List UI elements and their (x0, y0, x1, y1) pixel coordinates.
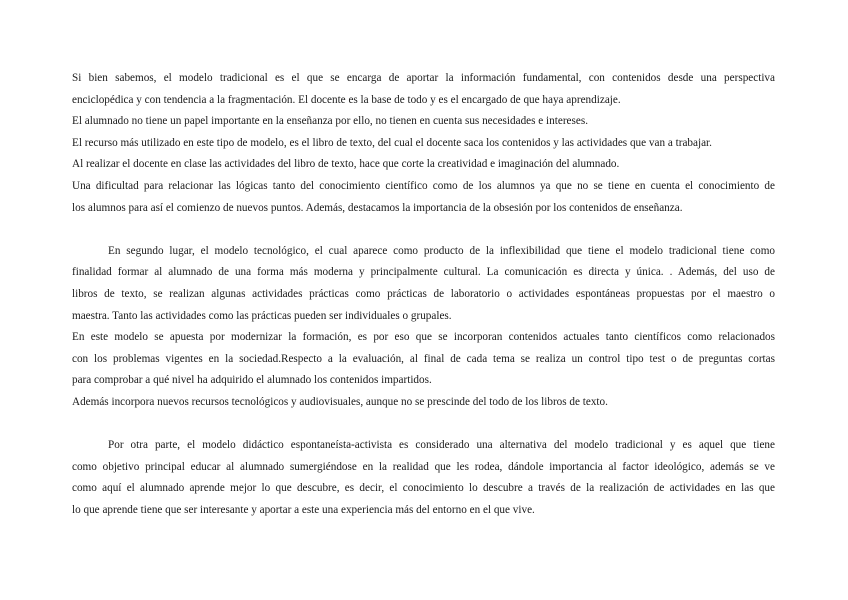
text-line: Por otra parte, el modelo didáctico espontaneísta-activista es considerado una alternativa del modelo tradicional y es aquel que tiene (108, 439, 775, 452)
text-line: Una dificultad para relacionar las lógicas tanto del conocimiento científico como de los alumnos ya que no se tiene en cuenta el conocimiento de (72, 179, 775, 192)
text-line: como aquí el alumnado aprende mejor lo que descubre, es decir, el conocimiento lo descubre a través de la realización de actividades en las que (72, 482, 775, 495)
text-line: Al realizar el docente en clase las actividades del libro de texto, hace que corte la creatividad e imaginación del alumnado. (72, 158, 620, 171)
paragraph-technological-model (72, 241, 775, 414)
text-line: En segundo lugar, el modelo tecnológico, el cual aparece como producto de la inflexibilidad que tiene el modelo tradicional tiene como (108, 244, 775, 257)
text-line: para comprobar a qué nivel ha adquirido el alumnado los contenidos impartidos. (72, 374, 432, 387)
text-line: como objetivo principal educar al alumnado sumergiéndose en la realidad que les rodea, dándole importancia al factor ideológico, además se ve (72, 460, 775, 473)
text-line: libros de texto, se realizan algunas actividades prácticas como prácticas de laboratorio o actividades espontáneas propuestas por el maestro o (72, 287, 775, 300)
text-line: maestra. Tanto las actividades como las prácticas pueden ser individuales o grupales. (72, 309, 452, 322)
document-page (72, 68, 775, 521)
paragraph-traditional-model (72, 68, 775, 219)
text-line: lo que aprende tiene que ser interesante y aportar a este una experiencia más del entorno en el que vive. (72, 503, 535, 516)
text-line: En este modelo se apuesta por modernizar la formación, es por eso que se incorporan contenidos actuales tanto científicos como relacionados (72, 331, 775, 344)
text-line: Además incorpora nuevos recursos tecnológicos y audiovisuales, aunque no se prescinde del todo de los libros de texto. (72, 395, 608, 408)
text-line: El alumnado no tiene un papel importante en la enseñanza por ello, no tienen en cuenta sus necesidades e intereses. (72, 115, 588, 128)
text-line: Si bien sabemos, el modelo tradicional es el que se encarga de aportar la información fundamental, con contenidos desde una perspectiva (72, 72, 775, 84)
text-line: El recurso más utilizado en este tipo de modelo, es el libro de texto, del cual el docente saca los contenidos y las actividades que van a trabajar. (72, 136, 712, 149)
text-line: con los problemas vigentes en la sociedad.Respecto a la evaluación, al final de cada tema se realiza un control tipo test o de preguntas cortas (72, 352, 775, 365)
text-line: enciclopédica y con tendencia a la fragmentación. El docente es la base de todo y es el encargado de que haya aprendizaje. (72, 93, 621, 106)
paragraph-spontaneist-model (72, 435, 775, 521)
text-line: los alumnos para así el comienzo de nuevos puntos. Además, destacamos la importancia de la obsesión por los contenidos de enseñanza. (72, 201, 683, 214)
text-line: finalidad formar al alumnado de una forma más moderna y principalmente cultural. La comunicación es directa y única. . Además, del uso de (72, 266, 775, 279)
